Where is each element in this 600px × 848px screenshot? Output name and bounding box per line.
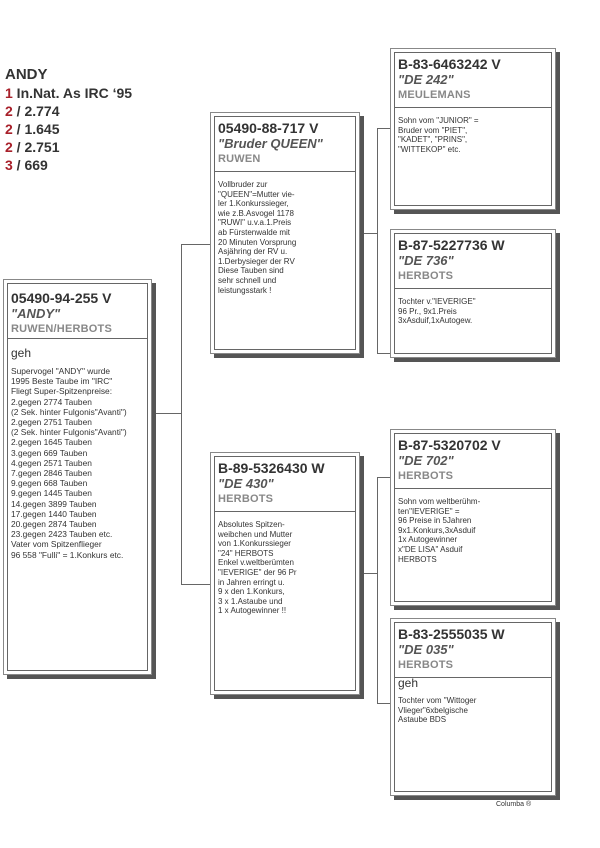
header-result: 3 / 669	[5, 157, 48, 173]
note-line: 96 Pr., 9x1.Preis	[398, 306, 457, 316]
note-line: 7.gegen 2846 Tauben	[11, 468, 92, 479]
note-line: Fliegt Super-Spitzenpreise:	[11, 386, 113, 397]
note-line: 23.gegen 2423 Tauben etc.	[11, 529, 113, 540]
note-line: Supervogel "ANDY" wurde	[11, 366, 111, 376]
note-line: 14.gegen 3899 Tauben	[11, 498, 97, 509]
nickname: "DE 430"	[218, 476, 274, 491]
breeder: HERBOTS	[398, 270, 454, 282]
breeder: RUWEN	[218, 153, 261, 165]
breeder: HERBOTS	[218, 493, 274, 505]
note-line: 9.gegen 1445 Tauben	[11, 488, 92, 499]
note-line: (2 Sek. hinter Fulgonis"Avanti")	[11, 427, 127, 438]
notes	[398, 297, 549, 326]
note-line: 1.Derbysieger der RV	[218, 256, 295, 266]
ring-number: B-83-6463242 V	[398, 56, 501, 72]
note-line: Bruder vom "PIET",	[398, 125, 468, 135]
note-line: ab Fürstenwalde mit	[218, 227, 291, 237]
pedigree-card-sire-dam	[390, 229, 556, 358]
connector-line	[181, 584, 210, 585]
pedigree-card-subject	[3, 279, 152, 675]
breeder: MEULEMANS	[398, 89, 471, 101]
note-line: Astaube BDS	[398, 715, 447, 725]
nickname: "DE 242"	[398, 72, 454, 87]
note-line: 1995 Beste Taube im "IRC"	[11, 376, 113, 387]
note-line: Vater vom Spitzenflieger	[11, 539, 102, 550]
brand-footer: Columba ®	[496, 801, 532, 808]
connector-line	[377, 477, 378, 703]
note-line: "24" HERBOTS	[218, 548, 274, 558]
connector-line	[377, 128, 378, 353]
note-line: sehr schnell und	[218, 275, 277, 285]
note-line: 3.gegen 669 Tauben	[11, 447, 88, 458]
breeder: RUWEN/HERBOTS	[11, 323, 112, 335]
pedigree-card-sire-sire	[390, 48, 556, 210]
note-line: 20 Minuten Vorsprung	[218, 237, 297, 247]
note-line: Absolutes Spitzen-	[218, 520, 285, 529]
note-line: 9x1.Konkurs,3xAsduif	[398, 525, 476, 535]
notes	[218, 180, 353, 295]
note-line: 96 558 "Fulli" = 1.Konkurs etc.	[11, 549, 124, 560]
note-line: wie z.B.Asvogel 1178	[218, 208, 294, 218]
note-line: 2.gegen 2751 Tauben	[11, 417, 92, 428]
nickname: "DE 736"	[398, 253, 454, 268]
note-line: in Jahren erringt u.	[218, 577, 285, 587]
header-result: 2 / 2.774	[5, 103, 60, 119]
sex-label: geh	[398, 676, 419, 690]
breeder: HERBOTS	[398, 659, 454, 671]
nickname: "DE 702"	[398, 453, 454, 468]
note-line: 2.gegen 2774 Tauben	[11, 396, 92, 407]
note-line: leistungsstark !	[218, 285, 272, 295]
notes	[11, 366, 145, 560]
pedigree-card-dam-sire	[390, 429, 556, 606]
note-line: "KADET", "PRINS",	[398, 135, 468, 145]
note-line: Sohn vom weltberühm-	[398, 497, 481, 506]
ring-number: 05490-88-717 V	[218, 120, 319, 136]
connector-line	[358, 573, 377, 574]
note-line: Sohn vom "JUNIOR" =	[398, 116, 479, 125]
connector-line	[181, 244, 210, 245]
ring-number: B-87-5227736 W	[398, 237, 505, 253]
nickname: "Bruder QUEEN"	[218, 136, 323, 151]
note-line: Tochter vom "Wittoger	[398, 696, 477, 705]
note-line: von 1.Konkurssieger	[218, 539, 291, 549]
ring-number: B-83-2555035 W	[398, 626, 505, 642]
pedigree-card-dam-dam	[390, 618, 556, 796]
note-line: Diese Tauben sind	[218, 266, 284, 276]
pedigree-card-sire	[210, 112, 360, 354]
sex-label: geh	[11, 346, 32, 360]
nickname: "ANDY"	[11, 306, 61, 321]
note-line: ten"IEVERIGE" =	[398, 506, 460, 516]
note-line: "RUWI" u.v.a.1.Preis	[218, 218, 292, 228]
pedigree-header	[5, 66, 132, 174]
header-achievement: 1 In.Nat. As IRC ‘95	[5, 85, 133, 101]
connector-line	[150, 413, 181, 414]
nickname: "DE 035"	[398, 642, 454, 657]
connector-line	[377, 128, 390, 129]
note-line: Enkel v.weltberümten	[218, 558, 294, 568]
breeder: HERBOTS	[398, 470, 454, 482]
note-line: Vlieger"6xbelgische	[398, 705, 468, 715]
note-line: 3xAsduif,1xAutogew.	[398, 316, 473, 326]
note-line: 9 x den 1.Konkurs,	[218, 587, 285, 597]
header-result: 2 / 1.645	[5, 121, 60, 137]
note-line: weibchen und Mutter	[218, 529, 293, 539]
pigeon-name: ANDY	[5, 66, 48, 83]
ring-number: 05490-94-255 V	[11, 290, 112, 306]
note-line: 4.gegen 2571 Tauben	[11, 457, 92, 468]
note-line: 9.gegen 668 Tauben	[11, 478, 88, 489]
note-line: ler 1.Konkurssieger,	[218, 199, 289, 209]
notes	[398, 116, 549, 154]
notes	[398, 497, 549, 564]
note-line: Asjähring der RV u.	[218, 247, 288, 257]
connector-line	[377, 353, 390, 354]
note-line: "WITTEKOP" etc.	[398, 144, 461, 154]
ring-number: B-87-5320702 V	[398, 437, 501, 453]
note-line: HERBOTS	[398, 554, 437, 564]
note-line: x"DE LISA" Asduif	[398, 544, 463, 554]
connector-line	[377, 477, 390, 478]
note-line: 3 x 1.Astaube und	[218, 596, 283, 606]
note-line: 20.gegen 2874 Tauben	[11, 519, 97, 530]
connector-line	[377, 703, 390, 704]
notes	[398, 696, 549, 725]
ring-number: B-89-5326430 W	[218, 460, 325, 476]
note-line: 2.gegen 1645 Tauben	[11, 437, 92, 448]
note-line: 1x Autogewinner	[398, 535, 458, 545]
connector-line	[181, 244, 182, 584]
note-line: "IEVERIGE" der 96 Pr	[218, 567, 297, 577]
note-line: (2 Sek. hinter Fulgonis"Avanti")	[11, 406, 127, 417]
note-line: Vollbruder zur	[218, 180, 268, 189]
pedigree-card-dam	[210, 452, 360, 695]
connector-line	[358, 233, 377, 234]
note-line: 17.gegen 1440 Tauben	[11, 508, 97, 519]
notes	[218, 520, 353, 616]
note-line: "QUEEN"=Mutter vie-	[218, 189, 295, 199]
note-line: 1 x Autogewinner !!	[218, 606, 287, 616]
note-line: 96 Preise in 5Jahren	[398, 516, 472, 526]
header-result: 2 / 2.751	[5, 139, 60, 155]
note-line: Tochter v."IEVERIGE"	[398, 297, 476, 306]
